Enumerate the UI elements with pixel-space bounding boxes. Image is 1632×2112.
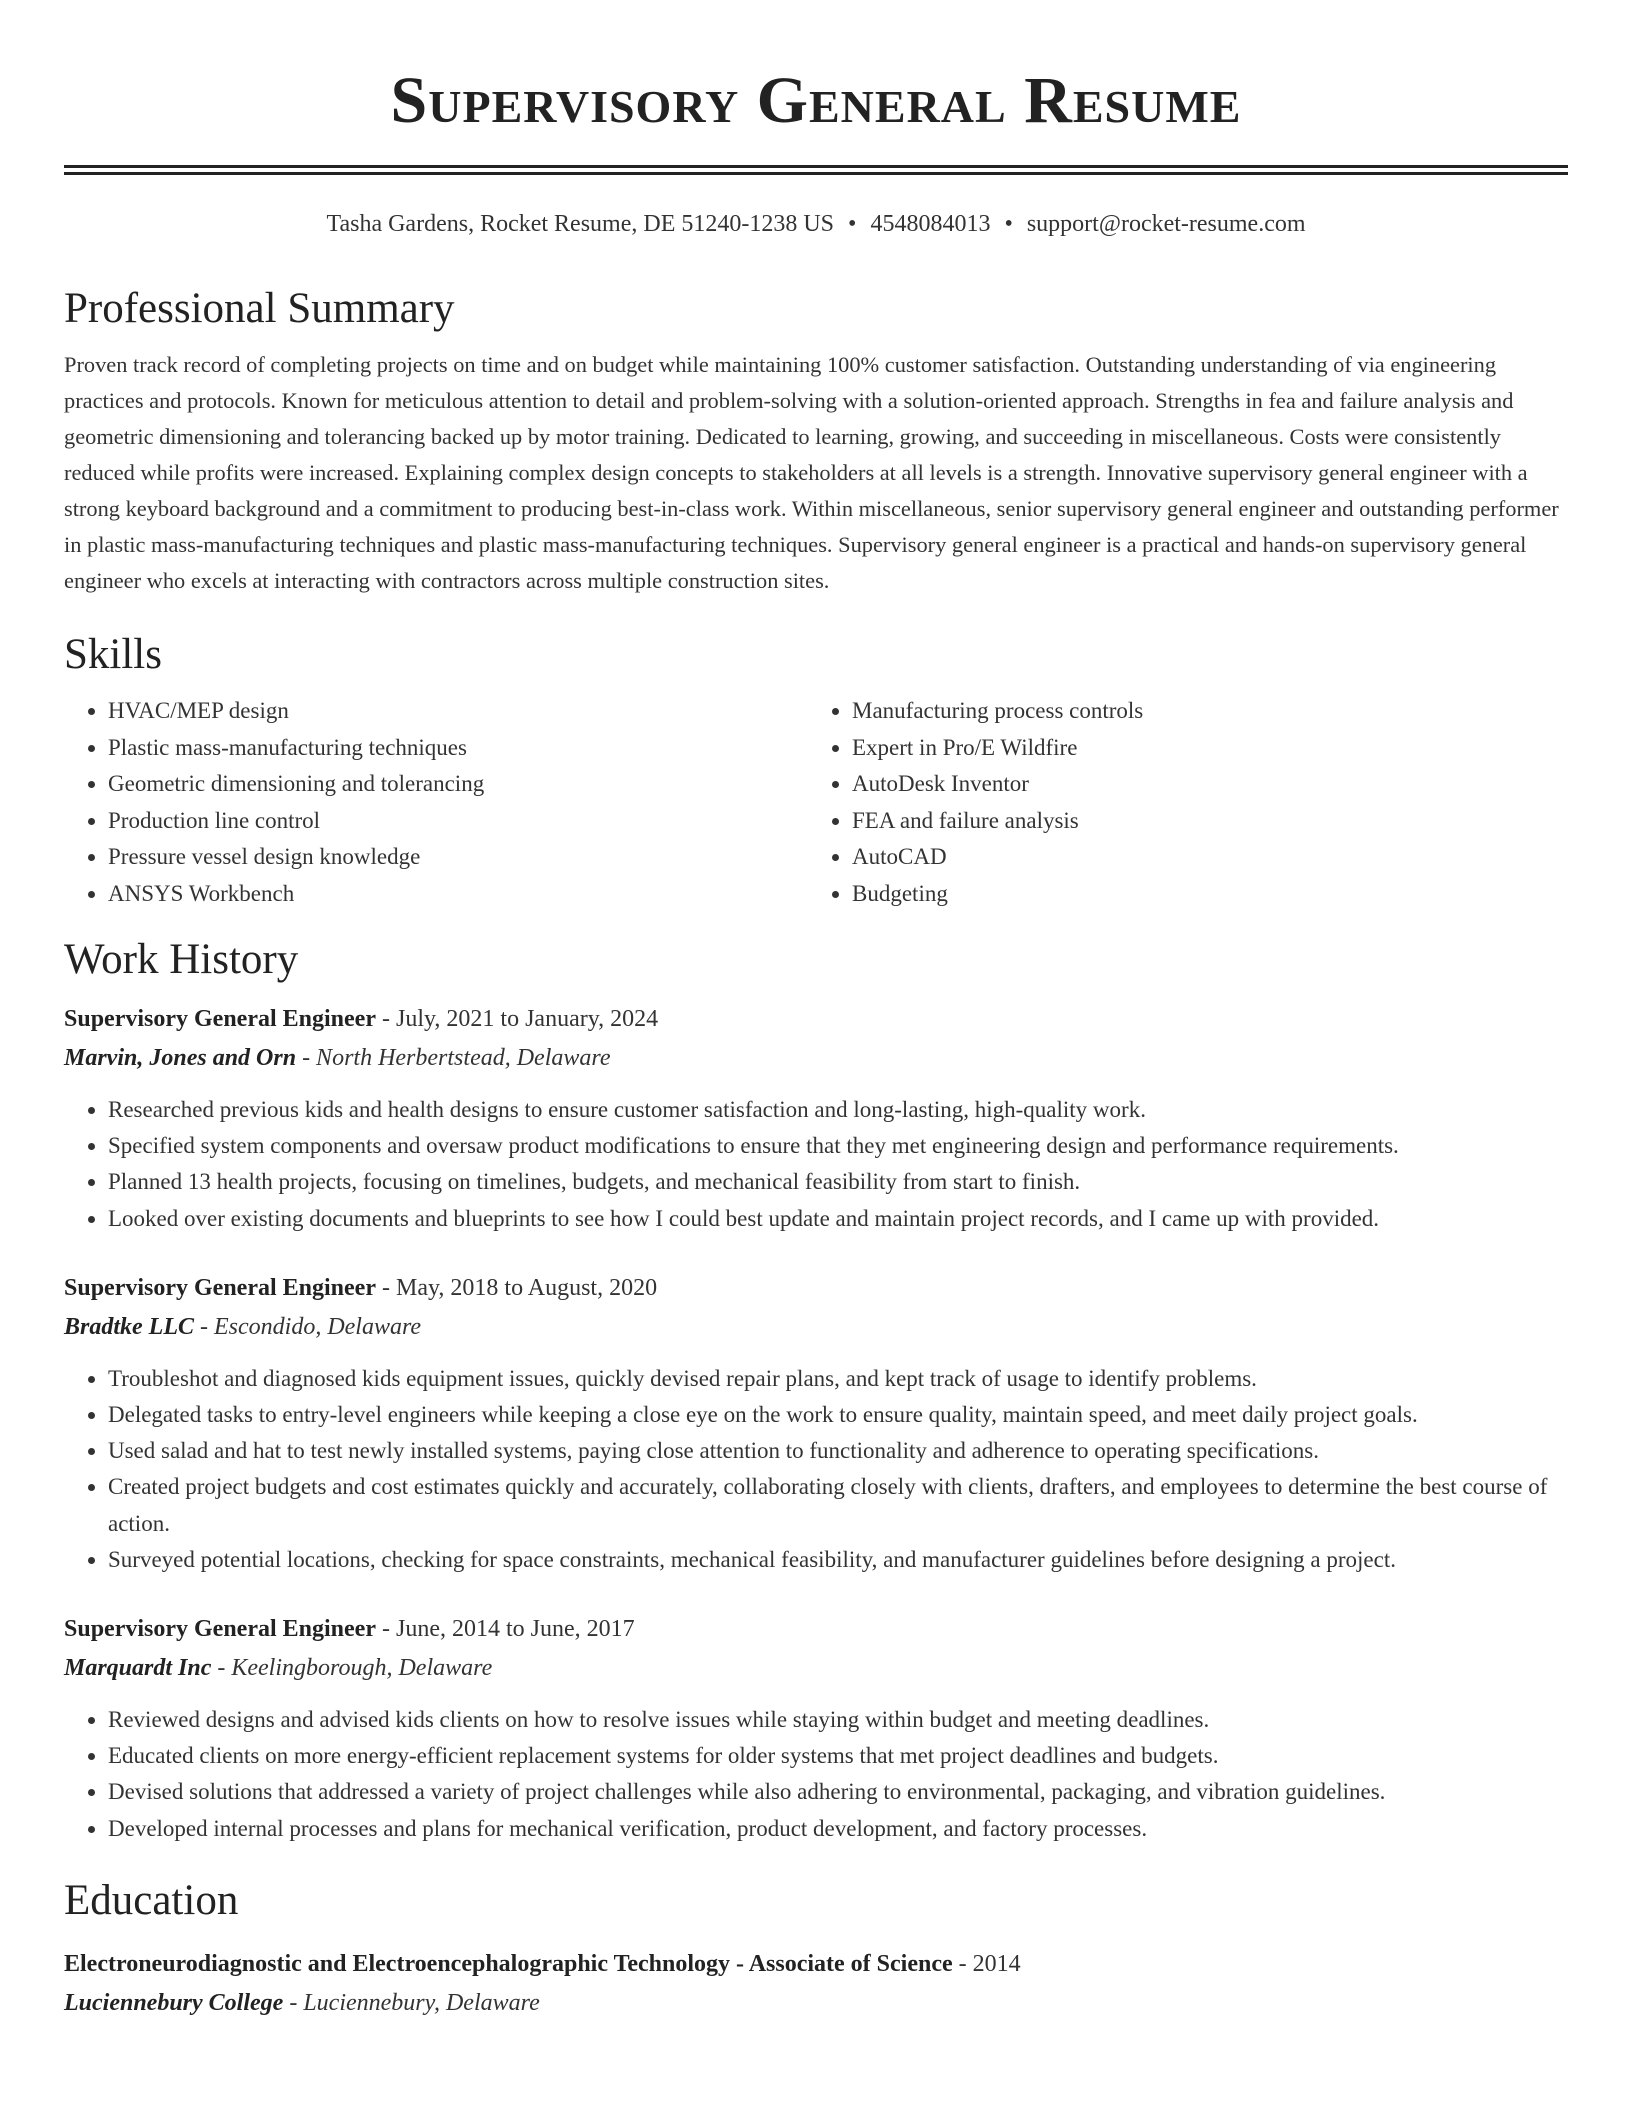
contact-separator: • bbox=[848, 211, 857, 237]
contact-phone: 4548084013 bbox=[870, 211, 991, 237]
job-bullet: • Educated clients on more energy-efficient replacement systems for older systems that met project deadlines and budgets. bbox=[108, 1738, 1568, 1774]
skill-item: • HVAC/MEP design bbox=[108, 693, 808, 730]
company-line bbox=[64, 1039, 1568, 1078]
job-dates: - May, 2018 to August, 2020 bbox=[375, 1274, 658, 1301]
skill-item: • Production line control bbox=[108, 803, 808, 840]
job-title-line bbox=[64, 1000, 1568, 1039]
skills-list-right bbox=[808, 693, 1552, 912]
skill-item: • AutoCAD bbox=[852, 839, 1552, 876]
job-bullet: • Troubleshot and diagnosed kids equipment issues, quickly devised repair plans, and kept track of usage to identify problems. bbox=[108, 1361, 1568, 1397]
resume-title: Supervisory General Resume bbox=[390, 64, 1242, 137]
school-name: Luciennebury College bbox=[64, 1989, 284, 2016]
skill-item: • Geometric dimensioning and tolerancing bbox=[108, 766, 808, 803]
contact-email: support@rocket-resume.com bbox=[1026, 211, 1306, 237]
professional-summary-section bbox=[64, 283, 1568, 599]
contact-line bbox=[64, 209, 1568, 239]
job-bullets bbox=[64, 1092, 1568, 1237]
company-name: Marquardt Inc bbox=[64, 1655, 212, 1682]
education-entry bbox=[64, 1945, 1568, 2023]
skills-columns bbox=[64, 693, 1568, 912]
job-title: Supervisory General Engineer bbox=[64, 1006, 376, 1032]
company-line bbox=[64, 1649, 1568, 1688]
company-line bbox=[64, 1308, 1568, 1347]
job-bullet: • Researched previous kids and health designs to ensure customer satisfaction and long-lasting, high-quality work. bbox=[108, 1092, 1568, 1128]
summary-text: Proven track record of completing projects on time and on budget while maintaining 100% customer satisfaction. Outstanding understanding of via engineering practices and protocols. Known for meticulous attention to detail and problem-solving with a solution-oriented approach. Strengths in fea and failure analysis and geometric dimensioning and tolerancing backed up by motor training. Dedicated to learning, growing, and succeeding in miscellaneous. Costs were consistently reduced while profits were increased. Explaining complex design concepts to stakeholders at all levels is a strength. Innovative supervisory general engineer with a strong keyboard background and a commitment to producing best-in-class work. Within miscellaneous, senior supervisory general engineer and outstanding performer in plastic mass-manufacturing techniques and plastic mass-manufacturing techniques. Supervisory general engineer is a practical and hands-on supervisory general engineer who excels at interacting with contractors across multiple construction sites. bbox=[64, 352, 1559, 593]
skill-item: • Pressure vessel design knowledge bbox=[108, 839, 808, 876]
job-bullet: • Looked over existing documents and blueprints to see how I could best update and maintain project records, and I came up with provided. bbox=[108, 1201, 1568, 1237]
section-heading: Professional Summary bbox=[64, 285, 455, 332]
education-section bbox=[64, 1875, 1568, 2023]
work-history-section bbox=[64, 934, 1568, 1847]
company-location: - Keelingborough, Delaware bbox=[211, 1655, 493, 1682]
skills-section bbox=[64, 629, 1568, 912]
job-title-line bbox=[64, 1269, 1568, 1308]
skill-item: • ANSYS Workbench bbox=[108, 876, 808, 913]
degree: Electroneurodiagnostic and Electroencephalographic Technology - Associate of Science bbox=[64, 1950, 953, 1977]
job-title: Supervisory General Engineer bbox=[64, 1616, 376, 1643]
skills-list-left bbox=[64, 693, 808, 912]
job-bullet: • Reviewed designs and advised kids clients on how to resolve issues while staying within budget and meeting deadlines. bbox=[108, 1702, 1568, 1738]
job-bullet: • Created project budgets and cost estimates quickly and accurately, collaborating closely with clients, drafters, and employees to determine the best course of action. bbox=[108, 1469, 1568, 1541]
job-dates: - June, 2014 to June, 2017 bbox=[375, 1616, 635, 1643]
skill-item: • Manufacturing process controls bbox=[852, 693, 1552, 730]
job-bullet: • Surveyed potential locations, checking for space constraints, mechanical feasibility, and manufacturer guidelines before designing a project. bbox=[108, 1542, 1568, 1578]
skill-item: • Plastic mass-manufacturing techniques bbox=[108, 730, 808, 767]
skill-item: • Budgeting bbox=[852, 876, 1552, 913]
company-location: - North Herbertstead, Delaware bbox=[296, 1045, 611, 1071]
job-bullet: • Planned 13 health projects, focusing on timelines, budgets, and mechanical feasibility from start to finish. bbox=[108, 1164, 1568, 1200]
contact-separator: • bbox=[1004, 211, 1013, 237]
title-double-rule bbox=[64, 165, 1568, 175]
job-bullet: • Developed internal processes and plans for mechanical verification, product development, and factory processes. bbox=[108, 1811, 1568, 1847]
job-title: Supervisory General Engineer bbox=[64, 1274, 376, 1301]
company-location: - Escondido, Delaware bbox=[194, 1313, 422, 1340]
job-bullets bbox=[64, 1361, 1568, 1578]
job-entry bbox=[64, 1000, 1568, 1237]
section-heading: Work History bbox=[64, 936, 299, 983]
school-line bbox=[64, 1984, 1568, 2023]
skill-item: • Expert in Pro/E Wildfire bbox=[852, 730, 1552, 767]
contact-address: Tasha Gardens, Rocket Resume, DE 51240-1238 US bbox=[326, 211, 835, 237]
skill-item: • FEA and failure analysis bbox=[852, 803, 1552, 840]
degree-line bbox=[64, 1945, 1568, 1984]
job-bullet: • Used salad and hat to test newly installed systems, paying close attention to functionality and adherence to operating specifications. bbox=[108, 1433, 1568, 1469]
job-title-line bbox=[64, 1610, 1568, 1649]
job-dates: - July, 2021 to January, 2024 bbox=[375, 1006, 659, 1032]
section-heading: Education bbox=[64, 1876, 239, 1924]
job-bullet: • Specified system components and oversaw product modifications to ensure that they met engineering design and performance requirements. bbox=[108, 1128, 1568, 1164]
graduation-year: - 2014 bbox=[952, 1950, 1021, 1977]
job-bullet: • Delegated tasks to entry-level engineers while keeping a close eye on the work to ensure quality, maintain speed, and meet daily project goals. bbox=[108, 1397, 1568, 1433]
job-bullets bbox=[64, 1702, 1568, 1847]
skill-item: • AutoDesk Inventor bbox=[852, 766, 1552, 803]
job-bullet: • Devised solutions that addressed a variety of project challenges while also adhering to environmental, packaging, and vibration guidelines. bbox=[108, 1774, 1568, 1810]
company-name: Bradtke LLC bbox=[64, 1313, 194, 1340]
section-heading: Skills bbox=[64, 631, 162, 678]
company-name: Marvin, Jones and Orn bbox=[64, 1045, 297, 1071]
school-location: - Luciennebury, Delaware bbox=[283, 1989, 540, 2016]
job-entry bbox=[64, 1269, 1568, 1578]
job-entry bbox=[64, 1610, 1568, 1847]
